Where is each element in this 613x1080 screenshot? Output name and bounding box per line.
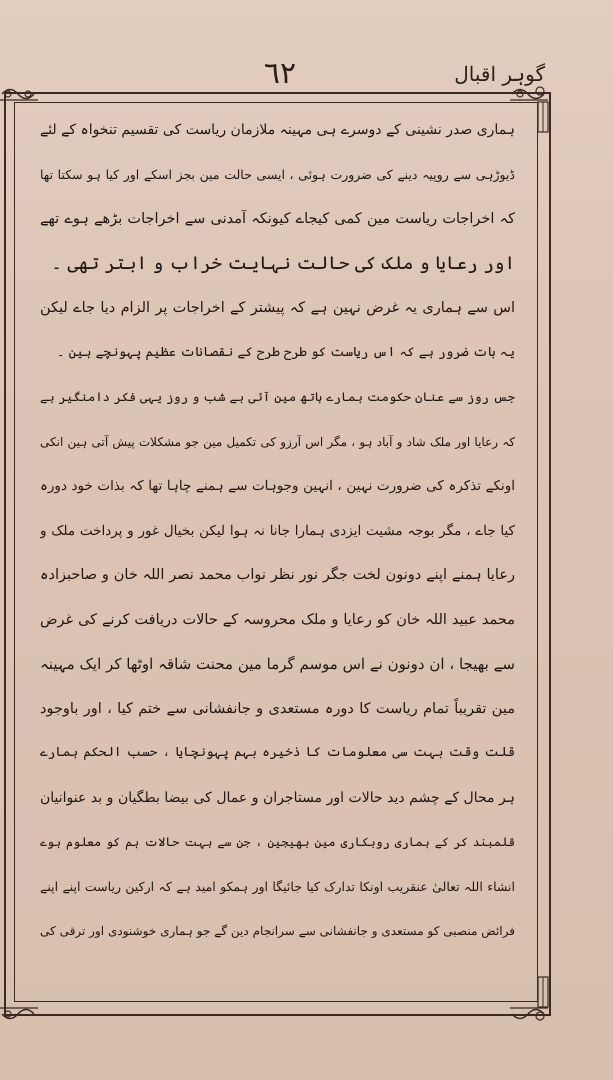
text-line: کہ اخراجات ریاست مین کمی کیجاے کیونکہ آمدنی سے اخراجات بڑھے ہوے تھے xyxy=(40,211,515,227)
corner-ornament-icon xyxy=(0,1003,38,1025)
border-ornament-icon xyxy=(535,100,551,134)
text-line: قلت وقت بہت سی معلومات کا ذخیرہ بہم پہونچایا ، حسب الحکم ہمارے xyxy=(40,745,515,760)
text-line: سے بھیجا ، ان دونون نے اس موسم گرما مین محنت شاقہ اوٹھا کر ایک مہینہ xyxy=(40,655,515,673)
text-line: کہ رعایا اور ملک شاد و آباد ہو ، مگر اس آرزو کی تکمیل مین جو مشکلات پیش آتی ہین انکی xyxy=(40,434,515,449)
text-line: اور رعایا و ملک کی حالت نہایت خراب و ابتر تھی ۔ xyxy=(51,252,515,274)
text-line: مین تقریباً تمام ریاست کا دورہ مستعدی و جانفشانی سے ختم کیا ، اور باوجود xyxy=(40,700,515,717)
text-line: ہر محال کے چشم دید حالات اور مستاجران و عمال کی بیضا بطگیان و بد عنوانیان xyxy=(40,789,515,806)
text-line: اونکے تذکرہ کی ضرورت نہین ، انہین وجوہات سے ہمنے چاہا تھا کہ بذات خود دورہ xyxy=(40,478,515,494)
text-line: فرائض منصبی کو مستعدی و جانفشانی سے سرانجام دین گے جو ہماری خوشنودی اور ترقی کی xyxy=(40,924,515,938)
text-line: یہ بات ضرور ہے کہ اس ریاست کو طرح طرح کے نقصانات عظیم پہونچے ہین ۔ xyxy=(56,344,515,360)
text-line: محمد عبید اللہ خان کو رعایا و ملک محروسہ کے حالات دریافت کرنے کی غرض xyxy=(40,611,515,628)
text-line: اس سے ہماری یہ غرض نہین ہے کہ پیشتر کے اخراجات پر الزام دیا جاے لیکن xyxy=(40,300,515,316)
page-number: ٦٢ xyxy=(263,56,297,91)
running-title: گوہر اقبال xyxy=(454,62,545,86)
corner-ornament-icon xyxy=(0,83,38,105)
text-line: ہماری صدر نشینی کے دوسرے ہی مہینہ ملازمان ریاست کی تقسیم تنخواہ کے لئے xyxy=(40,122,515,138)
border-ornament-icon xyxy=(535,975,551,1009)
text-line: کیا جاے ، مگر بوجہ مشیت ایزدی ہمارا جانا نہ ہوا لیکن بخیال غور و پرداخت ملک و xyxy=(40,522,515,539)
text-line: انشاء اللہ تعالیٰ عنقریب اونکا تدارک کیا جائیگا اور ہمکو امید ہے کہ ارکین ریاست اپنے اپنے xyxy=(40,878,515,894)
text-line: جس روز سے عنان حکومت ہمارے ہاتھ مین آئی ہے شب و روز یہی فکر دامنگیر ہے xyxy=(40,389,515,404)
body-text xyxy=(40,108,515,954)
text-line: قلمبند کر کے ہماری روبکاری مین بھیجین ، جن سے بہت حالات ہم کو معلوم ہوے xyxy=(40,835,515,849)
text-line: ڈیوڑہی سے روپیہ دینے کی ضرورت ہوئی ، ایسی حالت مین بجز اسکے اور کیا ہو سکتا تھا xyxy=(40,166,515,182)
text-line: رعایا ہمنے اپنے دونون لخت جگر نور نظر نواب محمد نصر اللہ خان و صاحبزادہ xyxy=(40,567,515,583)
